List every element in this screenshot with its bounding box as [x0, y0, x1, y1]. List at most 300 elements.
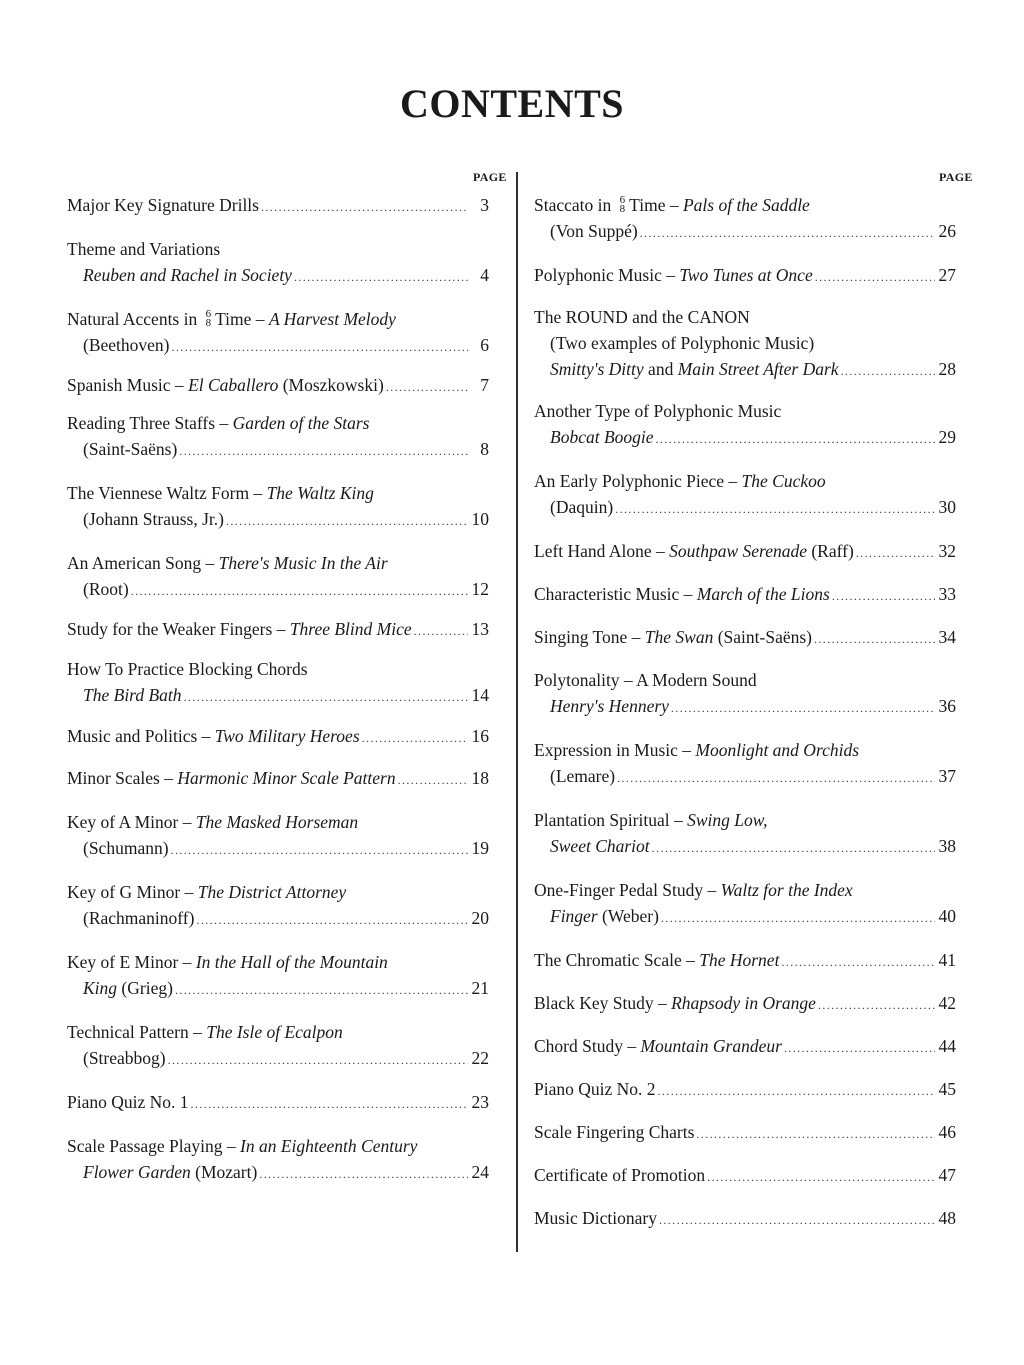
toc-entry-line: [67, 949, 493, 975]
toc-entry: [67, 765, 493, 793]
page-number: 8: [480, 439, 489, 459]
section-text: and: [643, 359, 678, 379]
toc-entry: [534, 304, 960, 384]
section-text: Expression in Music –: [534, 740, 696, 760]
toc-entry: [67, 879, 493, 933]
dot-leader: [784, 1035, 935, 1061]
toc-entry-line: [534, 807, 960, 833]
dot-leader: [398, 767, 468, 793]
section-text: Characteristic Music –: [534, 584, 697, 604]
page-number: 27: [938, 265, 956, 285]
toc-entry-text: [67, 239, 220, 259]
toc-entry-line: [67, 1159, 493, 1187]
dot-leader: [294, 264, 468, 290]
toc-entry-text: [550, 833, 650, 859]
dot-leader: [818, 992, 935, 1018]
piece-title: Finger: [550, 906, 598, 926]
section-text: (Von Suppé): [550, 221, 638, 241]
toc-entry-text: [534, 1119, 694, 1145]
toc-entry: [534, 262, 960, 290]
toc-entry-line: [534, 424, 960, 452]
page-number: 4: [480, 265, 489, 285]
section-text: (Beethoven): [83, 335, 170, 355]
piece-title: A Harvest Melody: [268, 309, 396, 329]
toc-entry-line: [67, 809, 493, 835]
toc-entry-text: [67, 372, 384, 398]
toc-entry-text: [67, 309, 396, 329]
toc-entry: [534, 1205, 960, 1233]
piece-title: Garden of the Stars: [232, 413, 370, 433]
piece-title: Rhapsody in Orange: [671, 993, 816, 1013]
toc-entry-line: [534, 262, 960, 290]
section-text: Polyphonic Music –: [534, 265, 680, 285]
toc-entry: [67, 1089, 493, 1117]
page-number: 28: [938, 359, 956, 379]
section-text: (Rachmaninoff): [83, 908, 195, 928]
page-title: CONTENTS: [399, 81, 625, 126]
toc-entry-text: [550, 763, 615, 789]
dot-leader: [184, 684, 468, 710]
toc-entry-line: [534, 624, 960, 652]
section-text: (Raff): [806, 541, 854, 561]
toc-entry-text: [534, 1033, 782, 1059]
toc-entry-line: [534, 538, 960, 566]
dot-leader: [261, 194, 468, 220]
toc-entry-line: [534, 192, 960, 218]
section-text: Reading Three Staffs –: [67, 413, 233, 433]
toc-entry-line: [67, 372, 493, 400]
toc-entry-text: [534, 947, 779, 973]
toc-entry-line: [67, 480, 493, 506]
piece-title: Flower Garden: [83, 1162, 191, 1182]
toc-entry-line: [67, 332, 493, 360]
page-number: 10: [471, 509, 489, 529]
toc-entry-text: [67, 1089, 189, 1115]
dot-leader: [652, 835, 935, 861]
toc-entry-text: [534, 195, 810, 215]
piece-title: Swing Low,: [687, 810, 768, 830]
section-text: Chord Study –: [534, 1036, 641, 1056]
time-signature: [205, 307, 212, 329]
page-number: 42: [938, 993, 956, 1013]
page-number: 48: [938, 1208, 956, 1228]
toc-entry: [67, 949, 493, 1003]
toc-entry-line: [67, 410, 493, 436]
page-number: 13: [471, 619, 489, 639]
piece-title: The Hornet: [699, 950, 780, 970]
toc-entry-text: [67, 616, 412, 642]
toc-entry-line: [534, 304, 960, 330]
page-number: 19: [471, 838, 489, 858]
toc-entry-text: [83, 436, 177, 462]
toc-entry: [534, 667, 960, 721]
piece-title: Sweet Chariot: [550, 836, 650, 856]
piece-title: March of the Lions: [696, 584, 830, 604]
toc-entry: [534, 538, 960, 566]
section-text: (Johann Strauss, Jr.): [83, 509, 224, 529]
piece-title: The District Attorney: [197, 882, 347, 902]
dot-leader: [856, 540, 935, 566]
toc-entry-text: [67, 483, 374, 503]
toc-entry-line: [534, 947, 960, 975]
page-column-header-right: PAGE: [939, 170, 973, 184]
dot-leader: [175, 977, 468, 1003]
section-text: The Chromatic Scale –: [534, 950, 700, 970]
time-signature-top: 6: [205, 307, 212, 320]
section-text: (Grieg): [117, 978, 173, 998]
dot-leader: [815, 264, 935, 290]
toc-entry-text: [534, 1076, 656, 1102]
page-number: 18: [471, 768, 489, 788]
page-number: 12: [471, 579, 489, 599]
section-text: Piano Quiz No. 2: [534, 1079, 656, 1099]
toc-entry-text: [83, 332, 170, 358]
toc-entry-line: [534, 877, 960, 903]
section-text: (Two examples of Polyphonic Music): [550, 333, 815, 353]
piece-title: In an Eighteenth Century: [240, 1136, 418, 1156]
section-text: (Daquin): [550, 497, 614, 517]
toc-entry-text: [534, 471, 826, 491]
page-column-header-left: PAGE: [473, 170, 507, 184]
section-text: How To Practice Blocking Chords: [67, 659, 308, 679]
toc-entry-text: [534, 624, 812, 650]
toc-entry-text: [83, 975, 173, 1001]
toc-entry-text: [550, 333, 814, 353]
section-text: Another Type of Polyphonic Music: [534, 401, 782, 421]
toc-entry-text: [550, 903, 659, 929]
section-text: Piano Quiz No. 1: [67, 1092, 189, 1112]
piece-title: Two Military Heroes: [214, 726, 360, 746]
dot-leader: [226, 508, 468, 534]
page-number: 7: [480, 375, 489, 395]
toc-entry: [67, 306, 493, 360]
toc-entry-text: [83, 1045, 166, 1071]
page-number: 44: [938, 1036, 956, 1056]
page-number: 46: [938, 1122, 956, 1142]
toc-entry-text: [67, 723, 360, 749]
toc-entry: [534, 1033, 960, 1061]
section-text: Left Hand Alone –: [534, 541, 670, 561]
toc-entry-text: [534, 401, 781, 421]
page-number: 24: [471, 1162, 489, 1182]
toc-entry-line: [534, 833, 960, 861]
section-text: An Early Polyphonic Piece –: [534, 471, 742, 491]
toc-entry-line: [534, 990, 960, 1018]
toc-entry-text: [67, 812, 358, 832]
section-text: (Moszkowski): [278, 375, 384, 395]
toc-entry-line: [534, 667, 960, 693]
section-text: Spanish Music –: [67, 375, 189, 395]
section-text: Staccato in: [534, 195, 616, 215]
toc-entry: [67, 1133, 493, 1187]
time-signature-bottom: 8: [619, 202, 626, 215]
time-signature-top: 6: [619, 193, 626, 206]
toc-entry-text: [534, 307, 750, 327]
toc-entry-text: [83, 682, 182, 708]
piece-title: The Bird Bath: [83, 685, 182, 705]
dot-leader: [168, 1047, 468, 1073]
section-text: (Streabbog): [83, 1048, 166, 1068]
section-text: Technical Pattern –: [67, 1022, 207, 1042]
toc-entry-line: [67, 682, 493, 710]
toc-entry-line: [534, 737, 960, 763]
toc-entry: [534, 1076, 960, 1104]
toc-entry: [67, 410, 493, 464]
dot-leader: [386, 374, 468, 400]
piece-title: Harmonic Minor Scale Pattern: [177, 768, 396, 788]
toc-entry-line: [67, 262, 493, 290]
section-text: Major Key Signature Drills: [67, 195, 259, 215]
dot-leader: [814, 626, 935, 652]
section-text: The ROUND and the CANON: [534, 307, 750, 327]
page-number: 29: [938, 427, 956, 447]
section-text: Singing Tone –: [534, 627, 645, 647]
section-text: Key of G Minor –: [67, 882, 198, 902]
section-text: (Schumann): [83, 838, 169, 858]
piece-title: In the Hall of the Mountain: [195, 952, 388, 972]
page-number: 3: [480, 195, 489, 215]
section-text: Theme and Variations: [67, 239, 221, 259]
piece-title: The Isle of Ecalpon: [206, 1022, 343, 1042]
page-number: 30: [938, 497, 956, 517]
section-text: Music Dictionary: [534, 1208, 657, 1228]
section-text: Natural Accents in: [67, 309, 202, 329]
section-text: Minor Scales –: [67, 768, 178, 788]
time-signature: [619, 193, 626, 215]
dot-leader: [179, 438, 468, 464]
piece-title: The Waltz King: [266, 483, 374, 503]
piece-title: There's Music In the Air: [218, 553, 388, 573]
toc-entry-text: [550, 218, 638, 244]
toc-entry-text: [67, 192, 259, 218]
toc-entry-text: [67, 765, 396, 791]
toc-entry-line: [534, 398, 960, 424]
section-text: (Saint-Saëns): [83, 439, 178, 459]
toc-entry: [67, 372, 493, 400]
piece-title: Smitty's Ditty: [550, 359, 644, 379]
toc-entry-text: [534, 880, 853, 900]
toc-entry-text: [83, 835, 169, 861]
dot-leader: [615, 496, 935, 522]
toc-entry-line: [67, 1089, 493, 1117]
section-text: Certificate of Promotion: [534, 1165, 706, 1185]
toc-entry-line: [67, 656, 493, 682]
toc-entry-text: [550, 424, 654, 450]
dot-leader: [617, 765, 935, 791]
toc-entry: [67, 236, 493, 290]
toc-entry-line: [534, 693, 960, 721]
toc-entry-line: [67, 1133, 493, 1159]
toc-entry-line: [67, 576, 493, 604]
page-number: 33: [938, 584, 956, 604]
toc-entry: [534, 990, 960, 1018]
piece-title: The Masked Horseman: [195, 812, 359, 832]
toc-entry: [67, 723, 493, 751]
piece-title: The Cuckoo: [741, 471, 826, 491]
piece-title: Bobcat Boogie: [550, 427, 654, 447]
section-text: Key of E Minor –: [67, 952, 196, 972]
toc-entry-line: [534, 1119, 960, 1147]
time-signature-bottom: 8: [205, 316, 212, 329]
toc-entry-line: [534, 1033, 960, 1061]
page-number: 40: [938, 906, 956, 926]
toc-entry-line: [534, 494, 960, 522]
toc-entry-line: [67, 550, 493, 576]
toc-entry-line: [67, 1019, 493, 1045]
page-number: 16: [471, 726, 489, 746]
toc-entry-line: [534, 356, 960, 384]
toc-entry-line: [67, 975, 493, 1003]
piece-title: Waltz for the Index: [720, 880, 853, 900]
section-text: Study for the Weaker Fingers –: [67, 619, 290, 639]
toc-entry-line: [534, 330, 960, 356]
section-text: (Saint-Saëns): [713, 627, 812, 647]
toc-entry-line: [534, 468, 960, 494]
toc-entry-text: [67, 1136, 417, 1156]
piece-title: Mountain Grandeur: [640, 1036, 782, 1056]
piece-title: Pals of the Saddle: [682, 195, 810, 215]
toc-entry-line: [67, 723, 493, 751]
section-text: Plantation Spiritual –: [534, 810, 688, 830]
toc-entry: [67, 192, 493, 220]
toc-entry-text: [83, 576, 129, 602]
toc-entry-line: [67, 835, 493, 863]
dot-leader: [414, 618, 468, 644]
piece-title: El Caballero: [188, 375, 279, 395]
toc-entry-text: [67, 553, 388, 573]
column-divider: [516, 172, 518, 1252]
section-text: (Weber): [597, 906, 659, 926]
dot-leader: [659, 1207, 935, 1233]
toc-entry-text: [83, 506, 224, 532]
page-number: 23: [471, 1092, 489, 1112]
toc-entry-text: [83, 905, 194, 931]
toc-entry-text: [83, 262, 292, 288]
toc-entry-text: [550, 356, 839, 382]
page-number: 36: [938, 696, 956, 716]
toc-entry-line: [67, 506, 493, 534]
dot-leader: [832, 583, 935, 609]
toc-entry-line: [67, 192, 493, 220]
dot-leader: [171, 837, 468, 863]
toc-entry-line: [534, 903, 960, 931]
toc-entry-line: [67, 905, 493, 933]
toc-entry-line: [67, 879, 493, 905]
toc-entry-text: [83, 1159, 257, 1185]
page-number: 22: [471, 1048, 489, 1068]
toc-entry: [534, 624, 960, 652]
section-text: (Root): [83, 579, 129, 599]
toc-entry: [67, 656, 493, 710]
toc-entry-text: [534, 740, 859, 760]
toc-entry-line: [67, 436, 493, 464]
dot-leader: [658, 1078, 935, 1104]
section-text: (Lemare): [550, 766, 616, 786]
toc-entry-text: [67, 1022, 343, 1042]
toc-entry-text: [534, 990, 816, 1016]
toc-entry: [534, 398, 960, 452]
toc-entry-text: [67, 413, 370, 433]
toc-entry-text: [67, 659, 308, 679]
toc-entry: [534, 192, 960, 246]
page-number: 45: [938, 1079, 956, 1099]
dot-leader: [707, 1164, 935, 1190]
page-number: 26: [938, 221, 956, 241]
dot-leader: [362, 725, 468, 751]
page-number: 6: [480, 335, 489, 355]
toc-entry-line: [534, 218, 960, 246]
section-text: One-Finger Pedal Study –: [534, 880, 721, 900]
toc-entry: [67, 550, 493, 604]
toc-entry-text: [67, 882, 346, 902]
toc-entry: [534, 947, 960, 975]
toc-entry: [534, 877, 960, 931]
section-text: Scale Fingering Charts: [534, 1122, 695, 1142]
piece-title: Henry's Hennery: [550, 696, 669, 716]
section-text: An American Song –: [67, 553, 219, 573]
toc-entry-line: [534, 1205, 960, 1233]
dot-leader: [696, 1121, 935, 1147]
toc-entry: [534, 807, 960, 861]
piece-title: King: [83, 978, 118, 998]
toc-entry-text: [550, 693, 669, 719]
piece-title: The Swan: [644, 627, 714, 647]
toc-entry: [67, 480, 493, 534]
toc-entry: [534, 737, 960, 791]
piece-title: Three Blind Mice: [289, 619, 412, 639]
toc-entry: [67, 809, 493, 863]
piece-title: Southpaw Serenade: [669, 541, 807, 561]
toc-entry-line: [67, 616, 493, 644]
toc-entry-text: [534, 1205, 657, 1231]
page-number: 14: [471, 685, 489, 705]
page-number: 32: [938, 541, 956, 561]
toc-entry-line: [67, 1045, 493, 1073]
page-number: 38: [938, 836, 956, 856]
page-number: 41: [938, 950, 956, 970]
dot-leader: [671, 695, 935, 721]
toc-entry-text: [67, 952, 388, 972]
toc-entry-line: [534, 1162, 960, 1190]
section-text: Time –: [215, 309, 269, 329]
dot-leader: [131, 578, 468, 604]
toc-entry: [534, 468, 960, 522]
toc-entry-text: [534, 670, 757, 690]
dot-leader: [191, 1091, 468, 1117]
dot-leader: [661, 905, 935, 931]
toc-entry-line: [534, 763, 960, 791]
toc-entry: [67, 616, 493, 644]
toc-entry-text: [550, 494, 613, 520]
piece-title: Moonlight and Orchids: [695, 740, 860, 760]
toc-entry-line: [67, 236, 493, 262]
toc-entry: [67, 1019, 493, 1073]
dot-leader: [841, 358, 935, 384]
dot-leader: [781, 949, 935, 975]
section-text: Music and Politics –: [67, 726, 215, 746]
dot-leader: [196, 907, 468, 933]
section-text: The Viennese Waltz Form –: [67, 483, 267, 503]
piece-title: Main Street After Dark: [677, 359, 839, 379]
page-number: 20: [471, 908, 489, 928]
piece-title: Two Tunes at Once: [679, 265, 813, 285]
toc-entry: [534, 581, 960, 609]
section-text: Black Key Study –: [534, 993, 672, 1013]
section-text: Key of A Minor –: [67, 812, 196, 832]
page-number: 34: [938, 627, 956, 647]
dot-leader: [640, 220, 935, 246]
page-number: 21: [471, 978, 489, 998]
